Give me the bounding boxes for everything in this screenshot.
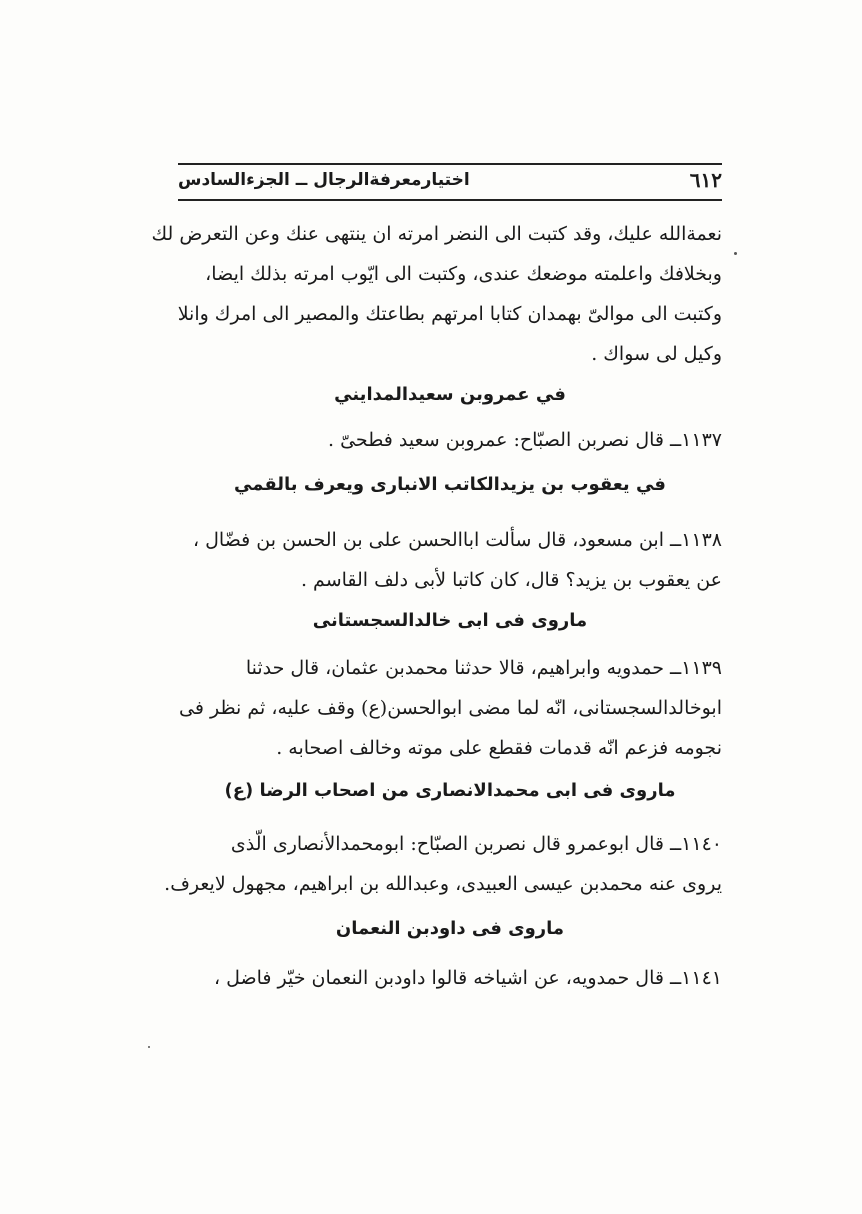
scan-speck [734,252,737,255]
text-line: نعمةالله عليك، وقد كتبت الى النضر امرته ان ينتهى عنك وعن التعرض لك [151,223,722,245]
intro-paragraph [151,214,722,374]
entry-paragraph [178,648,722,768]
text-line: ١١٣٧ــ قال نصربن الصبّاح: عمروبن سعيد فطحىّ . [328,429,722,451]
scan-speck [148,1046,150,1048]
entry-paragraph [178,958,722,998]
section-heading: ماروى فى داودبن النعمان [335,918,565,939]
section-heading: ماروى فى ابى خالدالسجستانى [312,610,588,631]
text-line: عن يعقوب بن يزيد؟ قال، كان كاتبا لأبى دلف القاسم . [300,569,722,591]
text-line: وكيل لى سواك . [591,343,722,365]
header-rule-top [178,163,722,165]
page-number: ٦١٢ [689,168,722,192]
text-line: وكتبت الى موالىّ بهمدان كتابا امرتهم بطاعتك والمصير الى امرك وانلا [177,303,722,325]
text-line: وبخلافك واعلمته موضعك عندى، وكتبت الى ايّوب امرته بذلك ايضا، [205,263,722,285]
text-line: نجومه فزعم انّه قدمات فقطع على موته وخالف اصحابه . [276,737,722,759]
section-heading: ماروى فى ابى محمدالانصارى من اصحاب الرضا (ع) [224,780,676,801]
entry-paragraph [178,420,722,460]
page-header [178,168,722,196]
header-rule-bottom [178,199,722,201]
text-line: ابوخالدالسجستانى، انّه لما مضى ابوالحسن(ع) وقف عليه، ثم نظر فى [179,697,722,719]
text-line: ١١٣٨ــ ابن مسعود، قال سألت اباالحسن على بن الحسن بن فضّال ، [192,529,722,551]
text-line: ١١٤١ــ قال حمدويه، عن اشياخه قالوا داودبن النعمان خيّر فاضل ، [213,967,722,989]
text-line: ١١٤٠ــ قال ابوعمرو قال نصربن الصبّاح: ابومحمدالأنصارى الّذى [230,833,722,855]
section-heading: في عمروبن سعيدالمدايني [334,384,566,405]
section-heading: في يعقوب بن يزيدالكاتب الانبارى ويعرف بالقمي [234,474,666,495]
text-line: ١١٣٩ــ حمدويه وابراهيم، قالا حدثنا محمدبن عثمان، قال حدثنا [245,657,722,679]
running-title: اختيارمعرفةالرجال ــ الجزءالسادس [178,170,470,190]
entry-paragraph [164,824,722,904]
entry-paragraph [178,520,722,600]
text-line: يروى عنه محمدبن عيسى العبيدى، وعبدالله بن ابراهيم، مجهول لايعرف. [164,873,722,895]
